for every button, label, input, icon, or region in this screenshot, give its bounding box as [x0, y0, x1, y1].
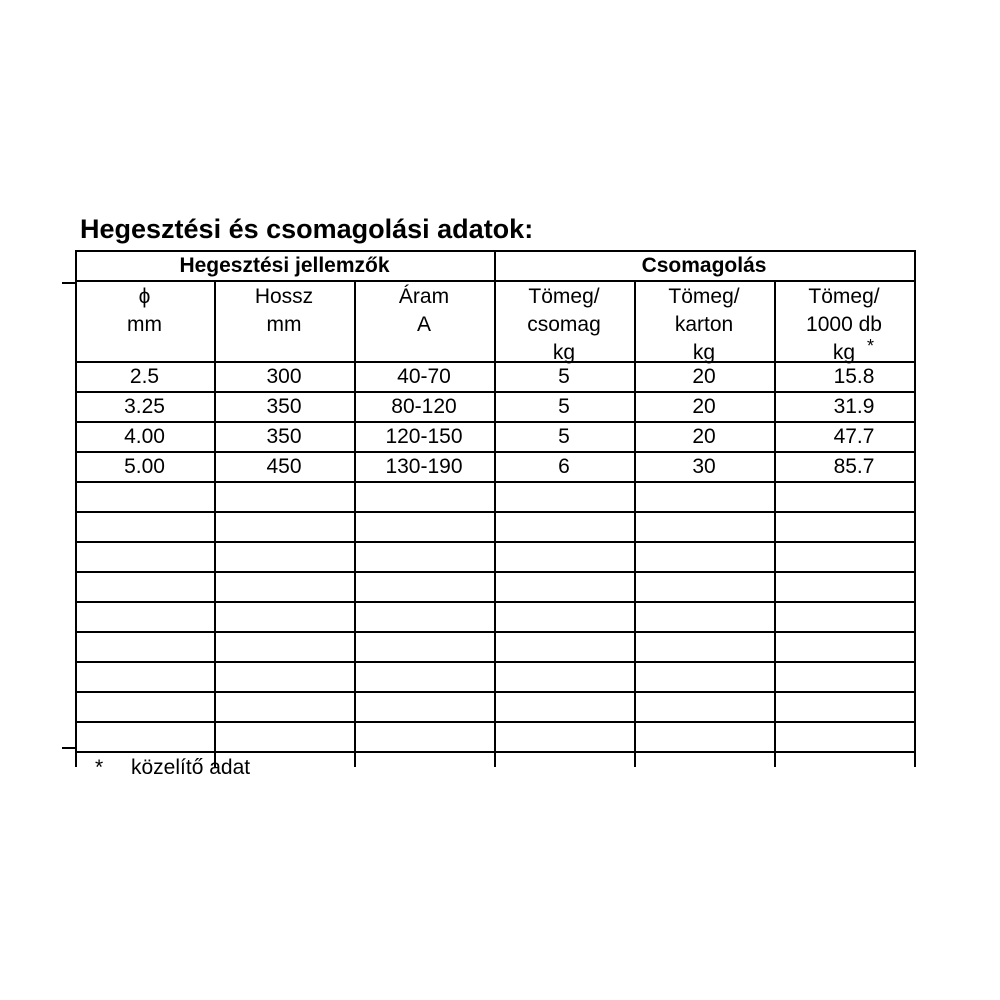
column-header-line: Áram — [398, 285, 450, 308]
column-header — [214, 283, 354, 339]
column-header-line: kg — [692, 341, 716, 364]
table-cell: 130-190 — [385, 455, 463, 478]
column-header — [634, 283, 774, 367]
column-divider — [214, 280, 216, 767]
group-header-packaging: Csomagolás — [641, 254, 767, 277]
column-header-line: ϕ — [138, 285, 151, 308]
header-asterisk: * — [867, 336, 875, 356]
table-cell: 5.00 — [124, 455, 165, 478]
footnote-text: közelítő adat — [131, 756, 251, 779]
footnote-mark: * — [95, 756, 104, 779]
column-header-line: Tömeg/ — [528, 285, 600, 308]
table-cell: 85.7 — [833, 455, 875, 478]
table-cell: 20 — [692, 365, 716, 388]
column-header — [354, 283, 494, 339]
column-header-line: mm — [127, 313, 162, 336]
column-header — [75, 283, 214, 339]
column-header-line: Tömeg/ — [668, 285, 740, 308]
column-divider — [354, 280, 356, 767]
column-header — [774, 283, 914, 367]
group-header-welding: Hegesztési jellemzők — [179, 254, 390, 277]
column-header-line: csomag — [527, 313, 601, 336]
column-header — [494, 283, 634, 367]
table-cell: 5 — [558, 365, 570, 388]
table-cell: 5 — [558, 425, 570, 448]
column-header-line: Hossz — [254, 285, 314, 308]
table-cell: 80-120 — [391, 395, 457, 418]
column-header-line: Tömeg/ — [808, 285, 880, 308]
table-cell: 450 — [266, 455, 302, 478]
table-cell: 3.25 — [124, 395, 165, 418]
column-header-line: kg — [832, 341, 856, 364]
column-header-line: 1000 db — [806, 313, 882, 336]
table-cell: 20 — [692, 425, 716, 448]
column-header-line: karton — [674, 313, 734, 336]
table-cell: 20 — [692, 395, 716, 418]
table-cell: 6 — [558, 455, 570, 478]
table-right-border — [914, 250, 916, 767]
table-cell: 350 — [266, 425, 302, 448]
column-header-line: kg — [552, 341, 576, 364]
column-header-line: A — [416, 313, 431, 336]
table-cell: 40-70 — [397, 365, 451, 388]
table-cell: 31.9 — [833, 395, 875, 418]
table-cell: 5 — [558, 395, 570, 418]
table-cell: 350 — [266, 395, 302, 418]
column-header-line: mm — [266, 313, 302, 336]
table-cell: 2.5 — [129, 365, 160, 388]
page-title: Hegesztési és csomagolási adatok: — [80, 214, 534, 244]
table-cell: 30 — [692, 455, 716, 478]
table-cell: 120-150 — [385, 425, 463, 448]
table-cell: 4.00 — [124, 425, 165, 448]
table-cell: 47.7 — [833, 425, 875, 448]
table-cell: 300 — [266, 365, 302, 388]
table-cell: 15.8 — [833, 365, 875, 388]
